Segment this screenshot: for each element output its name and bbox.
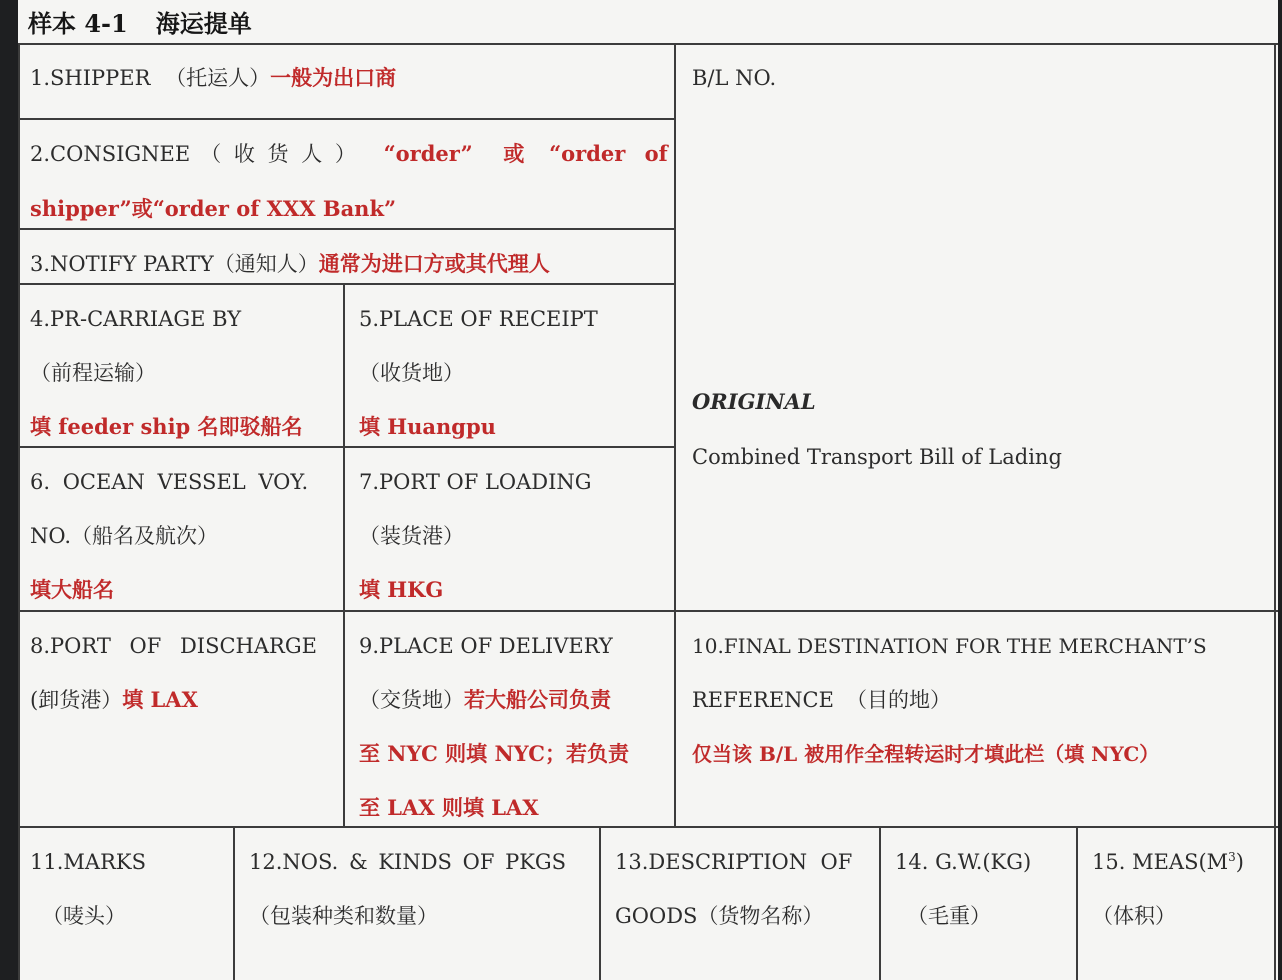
shipper-field [30,65,396,91]
original-mark: ORIGINAL [692,389,816,414]
rule-left-border [18,43,20,980]
consignee-cn-label: （ 收 货 人 ） [200,142,359,166]
packages-label: 12.NOS. & KINDS OF PKGS [249,850,567,874]
vessel-label-line2 [30,523,218,549]
gross-weight-cn-label: （毛重） [907,904,991,928]
receipt-note: 填 Huangpu [359,414,496,439]
bl-number-label: B/L NO. [692,66,777,90]
measurement-label-text: 15. MEAS(M [1092,850,1229,874]
rule-col-split [343,283,345,828]
final-destination-cn-label: （目的地） [845,688,951,712]
consignee-label: 2.CONSIGNEE [30,142,191,166]
rule-gw-right [1076,826,1078,980]
rule-marks-right [233,826,235,980]
precarriage-note: 填 feeder ship 名即驳船名 [30,414,303,439]
rule-pkgs-right [599,826,601,980]
measurement-cn-label: （体积） [1092,904,1176,928]
description-cn-label: （货物名称） [697,904,824,928]
final-destination-line2 [692,687,951,713]
loading-cn-label: （装货港） [359,524,464,548]
vessel-cn-label: （船名及航次） [71,524,219,548]
consignee-field [30,141,668,167]
discharge-cn-label: (卸货港） [30,688,123,712]
final-destination-note: 仅当该 B/L 被用作全程转运时才填此栏（填 NYC） [692,742,1160,766]
notify-cn-label: （通知人） [213,252,319,276]
discharge-note: 填 LAX [122,687,198,712]
gross-weight-label: 14. G.W.(KG) [895,850,1032,874]
sample-number: 样本 4-1 [28,9,128,38]
rule-middle [674,43,676,828]
notify-field [30,251,550,277]
receipt-cn-label: （收货地） [359,361,464,385]
description-label: 13.DESCRIPTION OF [615,850,853,874]
delivery-note-3: 至 LAX 则填 LAX [359,795,539,820]
shipper-note: 一般为出口商 [270,65,397,90]
delivery-note-1: 若大船公司负责 [464,687,611,712]
packages-cn-label: （包装种类和数量） [249,904,438,928]
rule-right-border [1274,43,1276,980]
discharge-label: 8.PORT OF DISCHARGE [30,634,317,658]
delivery-label: 9.PLACE OF DELIVERY [359,634,613,658]
final-destination-reference: REFERENCE [692,688,834,712]
delivery-cn-label: （交货地） [359,688,464,712]
measurement-label-close: ) [1235,850,1244,874]
rule-vessel-bottom [18,610,1278,612]
loading-label: 7.PORT OF LOADING [359,470,592,494]
rule-shipper-bottom [18,118,676,120]
shipper-cn-label: （托运人） [165,66,271,90]
bill-type-title: Combined Transport Bill of Lading [692,445,1062,469]
measurement-label [1092,849,1244,875]
discharge-line2 [30,687,198,713]
rule-consignee-bottom [18,228,676,230]
consignee-note-or: 或 [503,141,525,166]
consignee-note-line2: shipper”或“order of XXX Bank” [30,196,397,221]
vessel-note: 填大船名 [30,577,114,602]
receipt-label: 5.PLACE OF RECEIPT [359,307,598,331]
description-goods: GOODS [615,904,698,928]
final-destination-label: 10.FINAL DESTINATION FOR THE MERCHANT’S [692,634,1207,658]
precarriage-label: 4.PR-CARRIAGE BY [30,307,242,331]
page-title [28,4,252,39]
delivery-note-2: 至 NYC 则填 NYC；若负责 [359,741,629,766]
measurement-exponent: 3 [1228,850,1236,864]
rule-top [18,43,1278,45]
consignee-note-order: “order” [383,141,473,166]
loading-note: 填 HKG [359,577,444,602]
document-name: 海运提单 [155,9,252,38]
notify-label: 3.NOTIFY PARTY [30,252,214,276]
bill-of-lading-sheet [18,0,1278,980]
rule-delivery-bottom [18,826,1278,828]
delivery-line2 [359,687,611,713]
rule-notify-bottom [18,283,676,285]
shipper-label: 1.SHIPPER [30,66,151,90]
rule-desc-right [879,826,881,980]
marks-label: 11.MARKS [30,850,146,874]
marks-cn-label: （唛头） [42,904,126,928]
rule-receipt-bottom [18,446,676,448]
vessel-label: 6. OCEAN VESSEL VOY. [30,470,309,494]
description-line2 [615,903,823,929]
precarriage-cn-label: （前程运输） [30,361,156,385]
notify-note: 通常为进口方或其代理人 [318,251,550,276]
consignee-note-order-of: “order of [549,141,668,166]
vessel-label-no: NO. [30,524,72,548]
